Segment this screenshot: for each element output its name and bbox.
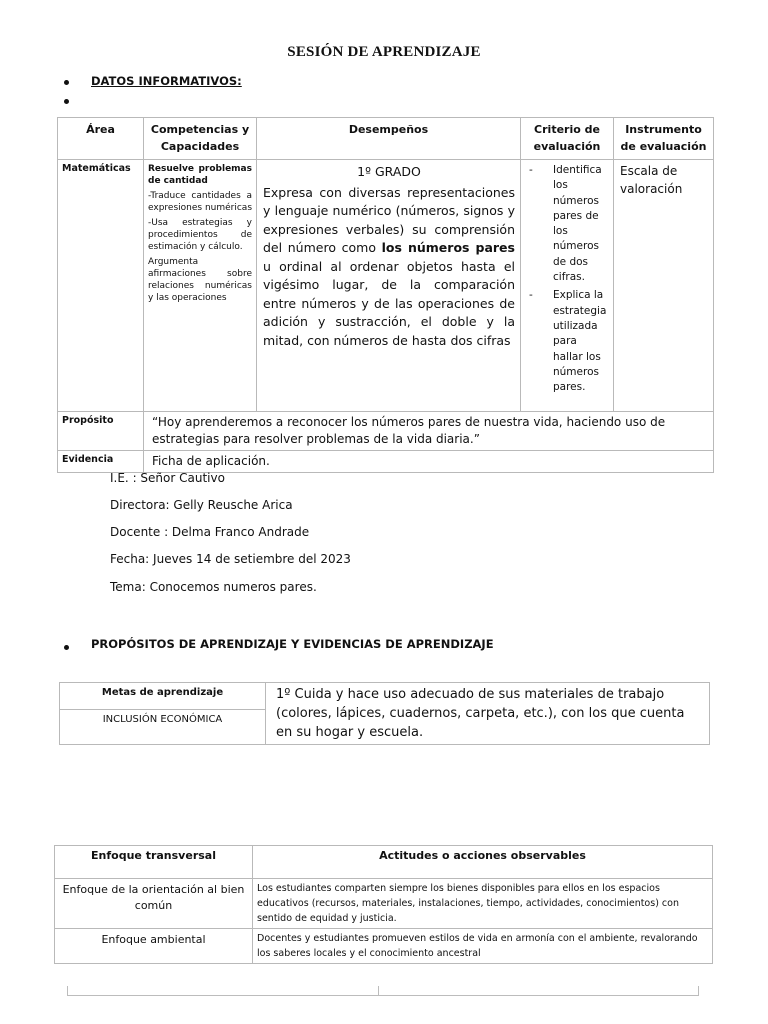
enfoque-bien-comun: Enfoque de la orientación al bien común (55, 879, 253, 929)
header-criterio: Criterio de evaluación (521, 118, 614, 160)
header-desempenos: Desempeños (257, 118, 521, 160)
actitud-bien-comun: Los estudiantes comparten siempre los bienes disponibles para ellos en los espacios educativos (recursos, materiales, instalaciones, tiempo, actividades, conocimientos) con sentido de equidad y justicia. (253, 879, 713, 929)
bullet (64, 645, 69, 650)
footer-tick (378, 986, 379, 996)
enfoque-ambiental: Enfoque ambiental (55, 929, 253, 964)
bullet (64, 99, 69, 104)
header-area: Área (58, 118, 144, 160)
header-competencias: Competencias y Capacidades (144, 118, 257, 160)
section-propositos: PROPÓSITOS DE APRENDIZAJE Y EVIDENCIAS DE APRENDIZAJE (91, 637, 494, 651)
info-fecha: Fecha: Jueves 14 de setiembre del 2023 (110, 552, 351, 566)
bullet (64, 80, 69, 85)
criterio-cell (521, 160, 614, 412)
desempenos-table (57, 117, 714, 473)
footer-divider (67, 995, 699, 996)
info-directora: Directora: Gelly Reusche Arica (110, 498, 293, 512)
header-actitudes: Actitudes o acciones observables (253, 846, 713, 879)
desempeno-part: Expresa con diversas representaciones y lenguaje numérico (números, signos y expresiones verbales) su comprensión del número como (263, 184, 515, 255)
info-tema: Tema: Conocemos numeros pares. (110, 580, 317, 594)
metas-label: Metas de aprendizaje (60, 683, 266, 710)
actitud-ambiental: Docentes y estudiantes promueven estilos de vida en armonía con el ambiente, revalorando los saberes locales y el conocimiento ancestral (253, 929, 713, 964)
info-docente: Docente : Delma Franco Andrade (110, 525, 310, 539)
evidencia-text: Ficha de aplicación. (144, 451, 714, 473)
criterio-text: Explica la estrategia utilizada para hallar los números pares. (553, 289, 607, 394)
competencia-title: Resuelve problemas de cantidad (148, 164, 252, 186)
competencias-cell (144, 160, 257, 412)
dash: - (529, 164, 533, 176)
section-datos-informativos: DATOS INFORMATIVOS: (91, 74, 242, 88)
instrumento-cell: Escala de valoración (614, 160, 714, 412)
desempeno-part: u ordinal al ordenar objetos hasta el vigésimo lugar, de la comparación entre números y de las operaciones de adición y sustracción, el doble y la mitad, con números de hasta dos cifras (263, 258, 515, 348)
inclusion-label: INCLUSIÓN ECONÓMICA (60, 709, 266, 744)
capacidad-item: Argumenta afirmaciones sobre relaciones numéricas y las operaciones (148, 257, 252, 303)
capacidad-item: -Traduce cantidades a expresiones numéricas (148, 191, 253, 213)
capacidad-item: -Usa estrategias y procedimientos de estimación y cálculo. (148, 218, 252, 252)
proposito-text: “Hoy aprenderemos a reconocer los números pares de nuestra vida, haciendo uso de estrategias para resolver problemas de la vida diaria.” (144, 412, 714, 451)
criterio-item (523, 288, 609, 395)
footer-tick (67, 986, 68, 996)
info-ie: I.E. : Señor Cautivo (110, 471, 225, 485)
page-title: SESIÓN DE APRENDIZAJE (287, 44, 481, 60)
metas-table (59, 682, 710, 745)
metas-content: 1º Cuida y hace uso adecuado de sus materiales de trabajo (colores, lápices, cuadernos, carpeta, etc.), con los que cuenta en su hogar y escuela. (266, 683, 710, 745)
desempeno-text (263, 184, 515, 351)
proposito-label: Propósito (58, 412, 144, 451)
header-instrumento: Instrumento de evaluación (614, 118, 714, 160)
criterio-item (523, 163, 609, 285)
area-cell: Matemáticas (58, 160, 144, 412)
criterio-text: Identifica los números pares de los números de dos cifras. (553, 164, 602, 284)
header-enfoque: Enfoque transversal (55, 846, 253, 879)
footer-tick (698, 986, 699, 996)
grade-label: 1º GRADO (357, 164, 421, 179)
desempenos-cell (257, 160, 521, 412)
desempeno-highlight: los números pares (381, 240, 515, 255)
dash: - (529, 289, 533, 302)
evidencia-label: Evidencia (58, 451, 144, 473)
enfoques-table (54, 845, 713, 964)
